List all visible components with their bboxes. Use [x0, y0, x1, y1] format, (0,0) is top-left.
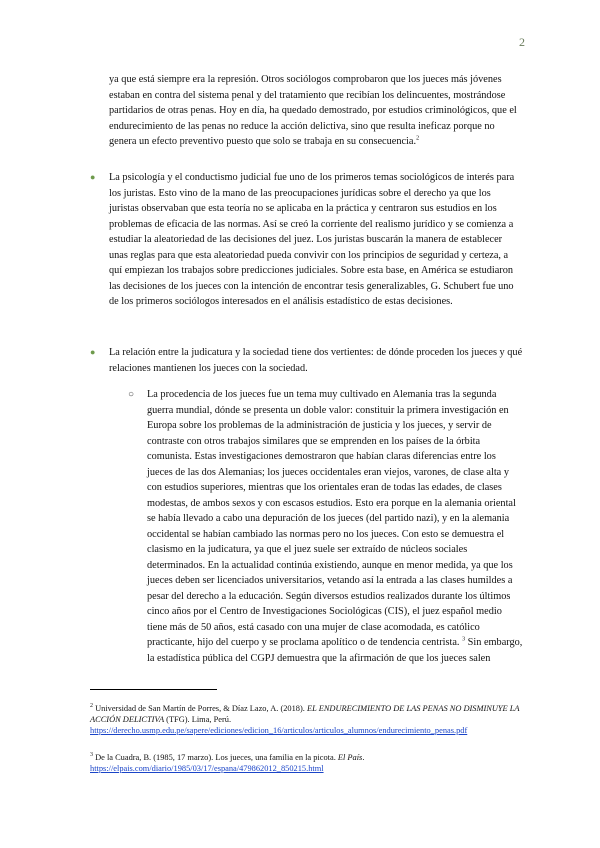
page-number: 2 [519, 35, 525, 49]
footnote-ref-3[interactable]: 3 [462, 636, 466, 643]
intro-text: ya que está siempre era la represión. Otros sociólogos comprobaron que los jueces más jóvenes estaban en contra del sistema penal y del tratamiento que recibían los delincuentes, mostrándose partidarios de otras penas. Hoy en día, ha quedado demostrado, por estudios criminológicos, que el endurecimiento de las penas no reduce la acción delictiva, sino que resulta ineficaz porque no genera un efecto preventivo puesto que solo se trabaja en su consecuencia. [109, 74, 517, 147]
origin-paragraph [147, 387, 523, 666]
origin-tail-text: Sin embargo, la estadística pública del CGPJ demuestra que la afirmación de que los jueces salen [147, 637, 523, 664]
footnote-2 [90, 703, 526, 736]
footnote-citation: De la Cuadra, B. (1985, 17 marzo). Los jueces, una familia en la picota. [95, 753, 336, 762]
footnote-mark: 3 [90, 752, 93, 759]
footnote-mark: 2 [90, 703, 93, 710]
footnote-citation: Universidad de San Martín de Porres, & Díaz Lazo, A. (2018). [95, 704, 305, 713]
relation-paragraph: La relación entre la judicatura y la sociedad tiene dos vertientes: de dónde proceden los jueces y qué relaciones mantienen los jueces con la sociedad. [109, 347, 523, 374]
footnote-separator [90, 689, 217, 690]
footnote-after: (TFG). Lima, Perú. [166, 715, 232, 724]
origin-text: La procedencia de los jueces fue un tema muy cultivado en Alemania tras la segunda guerra mundial, dónde se presenta un doble valor: constituir la primera investigación en Europa sobre los problemas de la administración de justicia y los jueces, y servir de contraste con otros trabajos similares que se emprenden en los países de la órbita comunista. Estas investigaciones demostraron que habían claras diferencias entre los jueces de las dos Alemanias; los jueces occidentales eran viejos, varones, de clase alta y con estudios superiores, mientras que los orientales eran de todas las edades, de clases modestas, de ambos sexos y con escasos estudios. Esto era porque en la alemania oriental se había llevado a cabo una depuración de los jueces (del partido nazi), y en la alemania occidental se habían cambiado las normas pero no los jueces. Con esto se demuestra el clasismo en la judicatura, ya que el juez suele ser extraído de núcleos sociales determinados. En la actualidad continúa existiendo, aunque en menor medida, ya que los jueces deben ser licenciados universitarios, vetando así la entrada a las clases humildes a pesar del derecho a la educación. Según diversos estudios realizados durante los últimos cinco años por el Centro de Investigaciones Sociológicas (CIS), el juez español medio tiene más de 50 años, está casado con una mujer de clase acomodada, es católico practicante, hijo del cuerpo y se proclama apolítico o de tendencia centrista. [147, 389, 516, 648]
bullet-dot-icon: ● [90, 347, 96, 357]
footnote-title: El País [337, 753, 363, 762]
footnote-title: EL ENDURECIMIENTO DE LAS PENAS NO DISMINUYE LA ACCIÓN DELICTIVA [90, 704, 520, 724]
footnote-link[interactable]: https://elpais.com/diario/1985/03/17/espana/479862012_850215.html [90, 764, 324, 773]
footnote-after: . [362, 753, 365, 762]
footnote-link[interactable]: https://derecho.usmp.edu.pe/sapere/ediciones/edicion_16/articulos/articulos_alumnos/endurecimiento_penas.pdf [90, 726, 468, 735]
intro-paragraph [109, 72, 523, 150]
footnote-3 [90, 752, 526, 774]
psychology-paragraph: La psicología y el conductismo judicial fue uno de los primeros temas sociológicos de interés para los juristas. Esto vino de la mano de las preocupaciones jurídicas sobre el derecho ya que los juristas observaban que esta teoría no se aplicaba en la práctica y centraron sus estudios en los problemas de eficacia de las normas. Así se creó la corriente del realismo jurídico y se comienza a estudiar la aleatoriedad de las decisiones del juez. Los juristas buscarán la manera de establecer unas reglas para que esta aleatoriedad pueda convivir con los principios de seguridad y certeza, a quí empiezan los trabajos sobre predicciones judiciales. Sobre esta base, en América se estudiaron las decisiones de los jueces con la intención de encontrar tesis generalizables, G. Schubert fue uno de los primeros sociólogos interesados en el análisis estadístico de estas decisiones. [109, 172, 515, 307]
sub-bullet-circle-icon: ○ [128, 389, 135, 400]
bullet-dot-icon: ● [90, 172, 96, 182]
footnote-ref-2[interactable]: 2 [416, 135, 420, 142]
